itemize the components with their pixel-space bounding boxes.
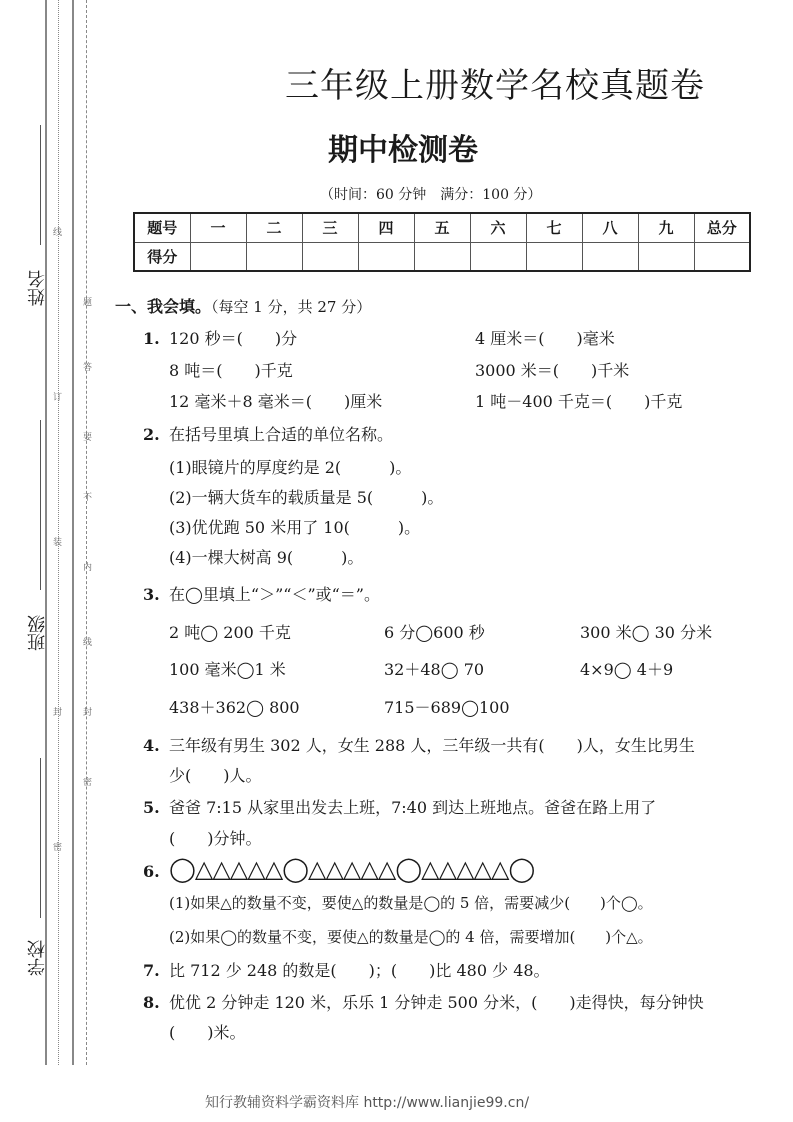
question-text: 少( )人。 [169,766,262,785]
section-heading [115,294,371,317]
compare-item: 715－689◯100 [384,698,510,717]
score-cell[interactable] [638,242,694,271]
fill-item: 4 厘米＝( )毫米 [475,329,615,348]
table-cell: 四 [358,213,414,242]
score-cell[interactable] [582,242,638,271]
fill-item: (4)一棵大树高 9( )。 [169,548,364,567]
fill-item: 1 吨－400 千克＝( )千克 [475,392,683,411]
question-7 [143,958,550,981]
fill-item: (2)如果◯的数量不变，要使△的数量是◯的 4 倍，需要增加( )个△。 [169,928,653,946]
time-info: （时间：60 分钟 满分：100 分） [320,187,542,203]
school-blank[interactable] [40,758,41,918]
table-cell: 七 [526,213,582,242]
margin-dashed-line [86,0,87,1065]
question-stem: 在括号里填上合适的单位名称。 [169,425,394,444]
table-cell: 总分 [694,213,750,242]
table-cell: 八 [582,213,638,242]
class-blank[interactable] [40,420,41,590]
question-3 [143,582,380,605]
question-8 [143,990,704,1013]
fill-item: (1)眼镜片的厚度约是 2( )。 [169,458,412,477]
compare-item: 4×9◯ 4＋9 [580,660,674,679]
section-title: 一、我会填。 [115,297,212,316]
name-blank[interactable] [40,125,41,245]
shape-sequence: ◯△△△△△◯△△△△△◯△△△△△◯ [169,855,535,883]
compare-item: 2 吨◯ 200 千克 [169,623,291,642]
compare-item: 6 分◯600 秒 [384,623,485,642]
fill-item: 8 吨＝( )千克 [169,361,293,380]
score-cell[interactable] [358,242,414,271]
page-title: 三年级上册数学名校真题卷 [285,66,705,106]
margin-rule [72,0,74,1065]
page-subtitle: 期中检测卷 [328,133,478,168]
question-text: ( )米。 [169,1023,246,1042]
seal-word: 题 [83,298,93,308]
question-number: 3. [143,585,160,604]
question-2 [143,422,393,445]
score-cell[interactable] [190,242,246,271]
question-number: 2. [143,425,160,444]
compare-item: 32＋48◯ 70 [384,660,485,679]
seal-word: 封 [83,708,93,718]
class-label: 班级 [27,615,48,651]
question-number: 7. [143,961,160,980]
margin-rule [45,0,47,1065]
compare-item: 438＋362◯ 800 [169,698,300,717]
score-cell[interactable] [414,242,470,271]
margin-dotted-line [58,0,59,1065]
question-text: 优优 2 分钟走 120 米，乐乐 1 分钟走 500 分米，( )走得快，每分钟快 [169,993,704,1012]
seal-word: 封 [53,708,63,718]
score-cell[interactable] [302,242,358,271]
table-cell: 二 [246,213,302,242]
question-number: 6. [143,862,160,881]
school-label: 学校 [27,940,48,976]
score-cell[interactable] [246,242,302,271]
question-4 [143,733,695,756]
compare-item: 100 毫米◯1 米 [169,660,286,679]
seal-word: 内 [83,563,93,573]
question-text: 三年级有男生 302 人，女生 288 人，三年级一共有( )人，女生比男生 [169,736,695,755]
table-cell: 一 [190,213,246,242]
question-1 [143,326,297,349]
score-cell[interactable] [694,242,750,271]
question-number: 5. [143,798,160,817]
seal-word: 订 [53,393,63,403]
fill-item: (2)一辆大货车的载质量是 5( )。 [169,488,444,507]
seal-word: 密 [53,843,63,853]
question-stem: 在◯里填上“＞”“＜”或“＝”。 [169,585,380,604]
seal-word: 线 [53,228,63,238]
fill-item: 120 秒＝( )分 [169,329,298,348]
question-text: ( )分钟。 [169,829,262,848]
table-cell: 六 [470,213,526,242]
table-cell: 三 [302,213,358,242]
compare-item: 300 米◯ 30 分米 [580,623,713,642]
table-cell: 题号 [134,213,190,242]
question-6 [143,855,534,883]
question-text: 爸爸 7:15 从家里出发去上班，7:40 到达上班地点。爸爸在路上用了 [169,798,657,817]
seal-word: 答 [83,363,93,373]
section-note: （每空 1 分，共 27 分） [211,298,372,316]
name-label: 姓名 [27,270,48,306]
question-5 [143,795,656,818]
fill-item: (3)优优跑 50 米用了 10( )。 [169,518,421,537]
table-row [134,213,750,242]
table-row [134,242,750,271]
score-table [133,212,751,272]
table-cell: 五 [414,213,470,242]
seal-word: 要 [83,433,93,443]
seal-word: 线 [83,638,93,648]
fill-item: 12 毫米＋8 毫米＝( )厘米 [169,392,383,411]
question-number: 4. [143,736,160,755]
seal-word: 装 [53,538,63,548]
fill-item: 3000 米＝( )千米 [475,361,630,380]
question-text: 比 712 少 248 的数是( )；( )比 480 少 48。 [169,961,550,980]
question-number: 1. [143,329,160,348]
seal-word: 密 [83,778,93,788]
fill-item: (1)如果△的数量不变，要使△的数量是◯的 5 倍，需要减少( )个◯。 [169,894,653,912]
table-cell: 得分 [134,242,190,271]
seal-word: 不 [83,493,93,503]
score-cell[interactable] [470,242,526,271]
table-cell: 九 [638,213,694,242]
question-number: 8. [143,993,160,1012]
footer-watermark: 知行教辅资料学霸资料库 http://www.lianjie99.cn/ [205,1095,530,1111]
score-cell[interactable] [526,242,582,271]
